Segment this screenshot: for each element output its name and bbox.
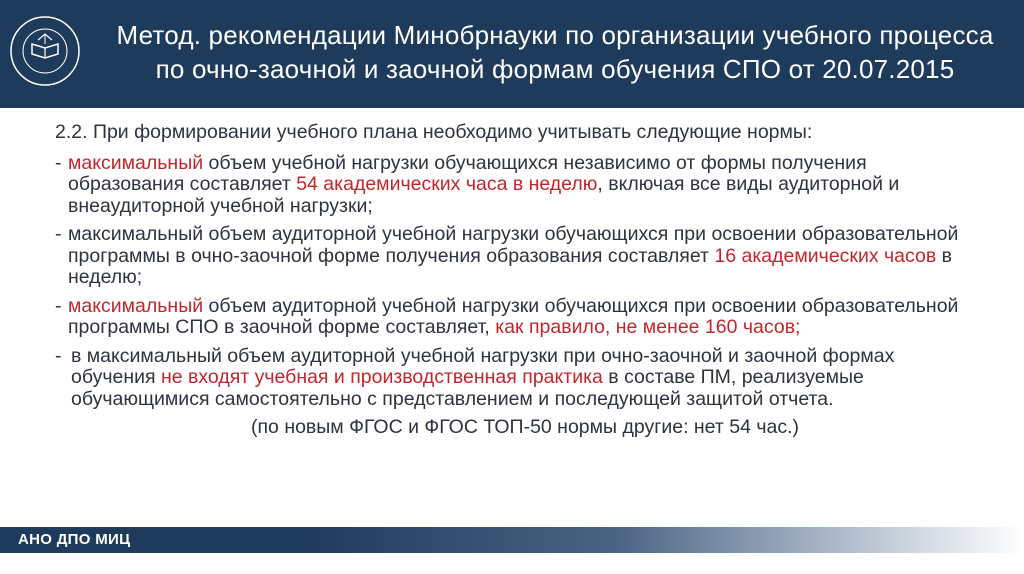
bullet-dash: - (55, 223, 62, 245)
bullet-dash: - (55, 344, 62, 367)
highlight-text: 54 академических часа в неделю (296, 173, 598, 195)
bullet-dash: - (55, 294, 62, 317)
intro-paragraph: 2.2. При формировании учебного плана необходимо учитывать следующие нормы: (55, 121, 813, 143)
highlight-text: максимальный (68, 151, 204, 174)
body-text: , включая все виды аудиторной и внеаудиторной учебной нагрузки; (68, 173, 900, 217)
highlight-text: как правило, не менее 160 часов; (495, 316, 801, 338)
body-text: объем аудиторной учебной нагрузки обучающихся при освоении образовательной программы СПО в заочной форме составляет, (68, 294, 959, 338)
footer-bar (0, 527, 1024, 553)
list-item (55, 296, 965, 339)
body-text: максимальный объем аудиторной учебной нагрузки обучающихся при освоении образовательной программы в очно-заочной форме получения образования составляет (68, 223, 959, 267)
body-text: объем учебной нагрузки обучающихся независимо от формы получения образования составляет (68, 151, 867, 195)
page-title (95, 18, 1015, 86)
highlight-text: не входят учебная и производственная практика (160, 366, 603, 388)
footnote: (по новым ФГОС и ФГОС ТОП-50 нормы другие: нет 54 час.) (251, 416, 799, 438)
highlight-text: 16 академических часов (714, 244, 937, 267)
book-emblem-icon (8, 14, 82, 88)
body-text: в максимальный объем аудиторной учебной нагрузки при очно-заочной и заочной формах обучения (71, 344, 895, 388)
organization-label: АНО ДПО МИЦ (18, 531, 131, 548)
list-item (55, 346, 965, 411)
body-text: в составе ПМ, реализуемые обучающимися самостоятельно с представлением и последующей защитой отчета. (71, 366, 864, 410)
list-item (55, 153, 965, 218)
bullet-dash: - (55, 151, 62, 174)
main-content (55, 122, 965, 458)
title-line-1: Метод. рекомендации Минобрнауки по организации учебного процесса (116, 20, 994, 50)
body-text: в неделю; (68, 244, 952, 288)
title-line-2: по очно-заочной и заочной формам обучения СПО от 20.07.2015 (155, 54, 955, 84)
header-bar (0, 0, 1024, 108)
list-item (55, 224, 965, 289)
highlight-text: максимальный (68, 294, 204, 317)
